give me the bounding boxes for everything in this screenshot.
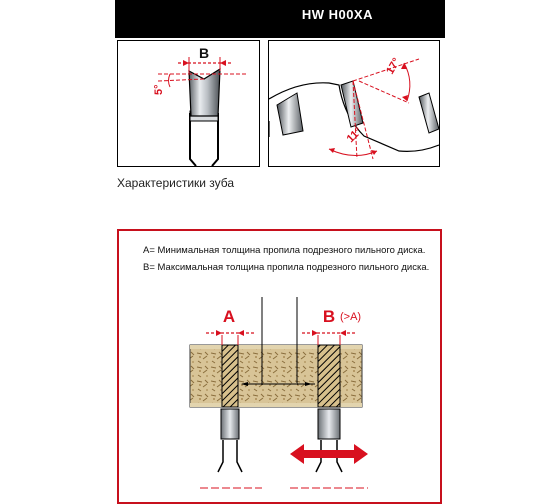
tooth-caption: Характеристики зуба	[117, 176, 235, 190]
clearance-angle-label: 17°	[384, 56, 403, 77]
definition-b: B= Максимальная толщина пропила подрезного пильного диска.	[143, 262, 430, 273]
kerf-b	[318, 345, 340, 407]
saw-body-a	[218, 440, 242, 472]
saw-tip-b	[318, 409, 340, 439]
product-code: HW H00XA	[301, 7, 373, 22]
definition-a: A= Минимальная толщина пропила подрезного пильного диска.	[143, 245, 426, 256]
dimension-b-label: B	[322, 307, 336, 326]
dimension-a-label: A	[222, 307, 236, 326]
kerf-a	[222, 345, 238, 407]
adjust-arrow	[290, 444, 368, 464]
bevel-angle-label: 5°	[153, 84, 165, 95]
dimension-b-note: (>A)	[340, 311, 362, 323]
width-label-b: B	[198, 45, 210, 61]
rake-angle-label: 11°	[344, 125, 365, 146]
saw-tip-a	[221, 409, 239, 439]
